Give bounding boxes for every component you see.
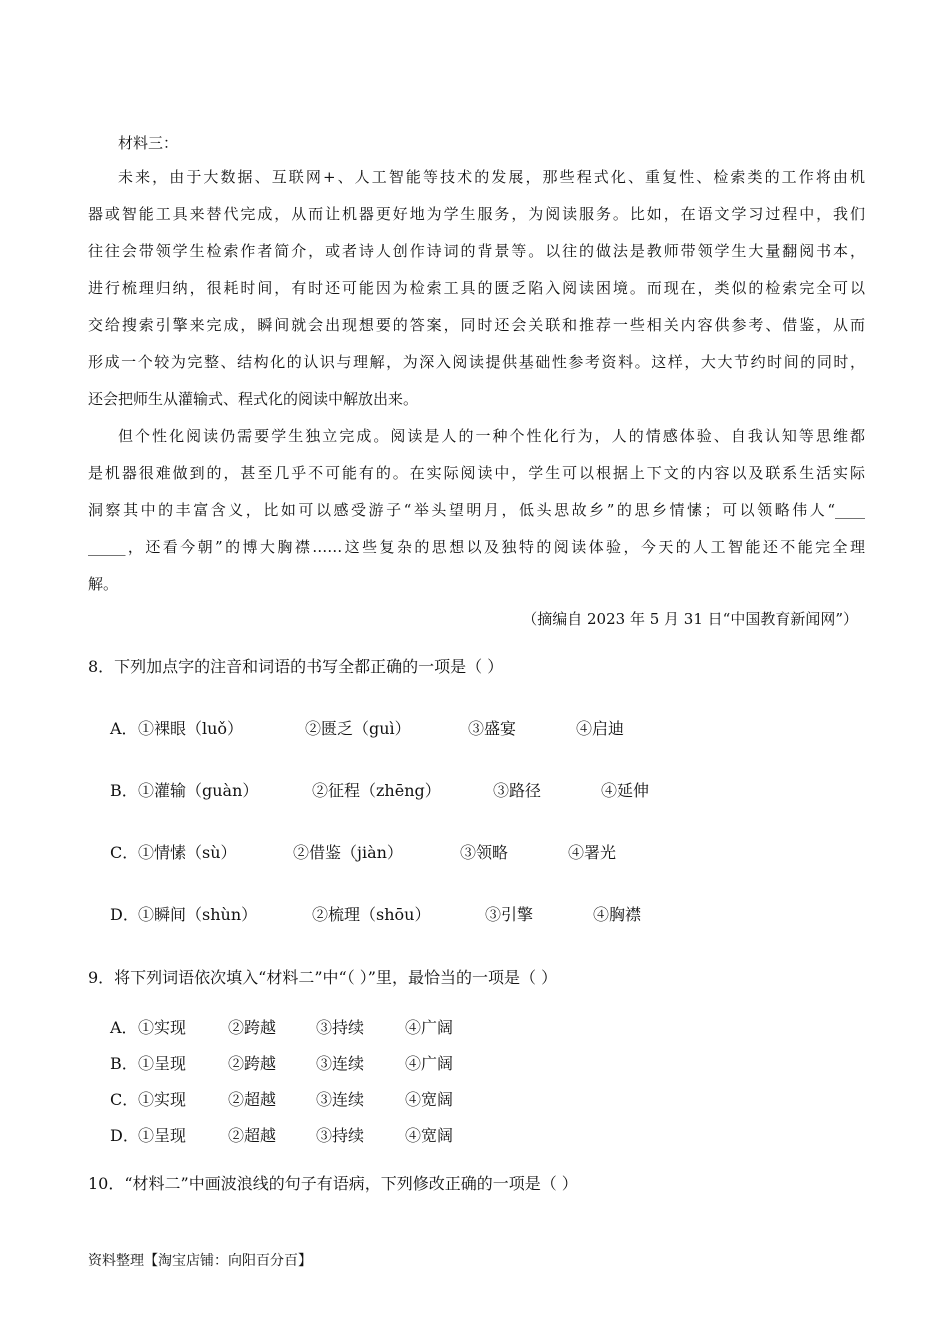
q9-option-c-item-4: ④宽阔 — [405, 1090, 454, 1109]
q8-option-a-label: A． — [110, 719, 138, 738]
q9-option-a-item-1: ①实现 — [138, 1018, 187, 1037]
q9-option-b-item-2: ②跨越 — [228, 1054, 277, 1073]
q9-option-c-item-2: ②超越 — [228, 1090, 277, 1109]
q8-stem: 8．下列加点字的注音和词语的书写全都正确的一项是（ ） — [88, 657, 504, 676]
q9-option-b-item-3: ③连续 — [316, 1054, 365, 1073]
q8-option-d-item-2: ②梳理（shōu） — [312, 905, 431, 924]
q8-option-d-item-4: ④胸襟 — [593, 905, 642, 924]
q8-option-d-item-3: ③引擎 — [485, 905, 534, 924]
q8-option-b-item-1: ①灌输（guàn） — [138, 781, 259, 800]
paragraph1-line-3: 往往会带领学生检索作者简介，或者诗人创作诗词的背景等。以往的做法是教师带领学生大量翻阅书本， — [88, 242, 865, 260]
q8-option-c-item-1: ①情愫（sù） — [138, 843, 237, 862]
q9-stem: 9．将下列词语依次填入“材料二”中“（ ）”里，最恰当的一项是（ ） — [88, 968, 558, 987]
footer-note: 资料整理【淘宝店铺：向阳百分百】 — [88, 1253, 312, 1269]
q8-option-b-item-2: ②征程（zhēng） — [312, 781, 441, 800]
q9-option-d-item-4: ④宽阔 — [405, 1126, 454, 1145]
q9-option-c-item-1: ①实现 — [138, 1090, 187, 1109]
q8-option-a-item-4: ④启迪 — [576, 719, 625, 738]
paragraph1-line-2: 器或智能工具来替代完成，从而让机器更好地为学生服务，为阅读服务。比如，在语文学习过程中，我们 — [88, 205, 865, 223]
q8-option-a-item-1: ①裸眼（luǒ） — [138, 719, 244, 738]
q9-option-d-item-1: ①呈现 — [138, 1126, 187, 1145]
paragraph2-line-2: 是机器很难做到的，甚至几乎不可能有的。在实际阅读中，学生可以根据上下文的内容以及联系生活实际 — [88, 464, 865, 482]
q9-option-c-item-3: ③连续 — [316, 1090, 365, 1109]
q9-option-a-item-4: ④广阔 — [405, 1018, 454, 1037]
paragraph2-line-1: 但个性化阅读仍需要学生独立完成。阅读是人的一种个性化行为，人的情感体验、自我认知等思维都 — [118, 427, 865, 445]
q8-option-b-item-3: ③路径 — [493, 781, 542, 800]
paragraph2-line-3: 洞察其中的丰富含义，比如可以感受游子“举头望明月，低头思故乡”的思乡情愫；可以领略伟人“____ — [88, 501, 865, 519]
q8-option-b-label: B． — [110, 781, 138, 800]
q9-option-b-item-4: ④广阔 — [405, 1054, 454, 1073]
q8-option-c-item-3: ③领略 — [460, 843, 509, 862]
paragraph1-line-7: 还会把师生从灌输式、程式化的阅读中解放出来。 — [88, 390, 419, 408]
q8-option-c-item-4: ④署光 — [568, 843, 617, 862]
q9-option-a-label: A． — [110, 1018, 138, 1037]
q8-option-d-item-1: ①瞬间（shùn） — [138, 905, 258, 924]
q9-option-d-item-2: ②超越 — [228, 1126, 277, 1145]
paragraph1-line-6: 形成一个较为完整、结构化的认识与理解，为深入阅读提供基础性参考资料。这样，大大节约时间的同时， — [88, 353, 865, 371]
paragraph2-line-5: 解。 — [88, 575, 119, 593]
q8-option-b-item-4: ④延伸 — [601, 781, 650, 800]
paragraph2-line-4: _____，还看今朝”的博大胸襟……这些复杂的思想以及独特的阅读体验，今天的人工智能还不能完全理 — [88, 538, 865, 556]
q8-option-a-item-2: ②匮乏（guì） — [305, 719, 411, 738]
q9-option-d-item-3: ③持续 — [316, 1126, 365, 1145]
q8-option-a-item-3: ③盛宴 — [468, 719, 517, 738]
q10-stem: 10．“材料二”中画波浪线的句子有语病，下列修改正确的一项是（ ） — [88, 1174, 578, 1193]
q9-option-a-item-3: ③持续 — [316, 1018, 365, 1037]
material-heading: 材料三： — [118, 134, 179, 152]
q9-option-b-label: B． — [110, 1054, 138, 1073]
q8-option-d-label: D． — [110, 905, 139, 924]
paragraph1-line-4: 进行梳理归纳，很耗时间，有时还可能因为检索工具的匮乏陷入阅读困境。而现在，类似的检索完全可以 — [88, 279, 865, 297]
q9-option-a-item-2: ②跨越 — [228, 1018, 277, 1037]
paragraph1-line-5: 交给搜索引擎来完成，瞬间就会出现想要的答案，同时还会关联和推荐一些相关内容供参考、借鉴，从而 — [88, 316, 865, 334]
q9-option-c-label: C． — [110, 1090, 139, 1109]
source-citation: （摘编自 2023 年 5 月 31 日“中国教育新闻网”） — [522, 610, 858, 628]
q8-option-c-item-2: ②借鉴（jiàn） — [293, 843, 403, 862]
q8-option-c-label: C． — [110, 843, 139, 862]
paragraph1-line-1: 未来，由于大数据、互联网+、人工智能等技术的发展，那些程式化、重复性、检索类的工作将由机 — [118, 168, 865, 186]
q9-option-b-item-1: ①呈现 — [138, 1054, 187, 1073]
q9-option-d-label: D． — [110, 1126, 139, 1145]
